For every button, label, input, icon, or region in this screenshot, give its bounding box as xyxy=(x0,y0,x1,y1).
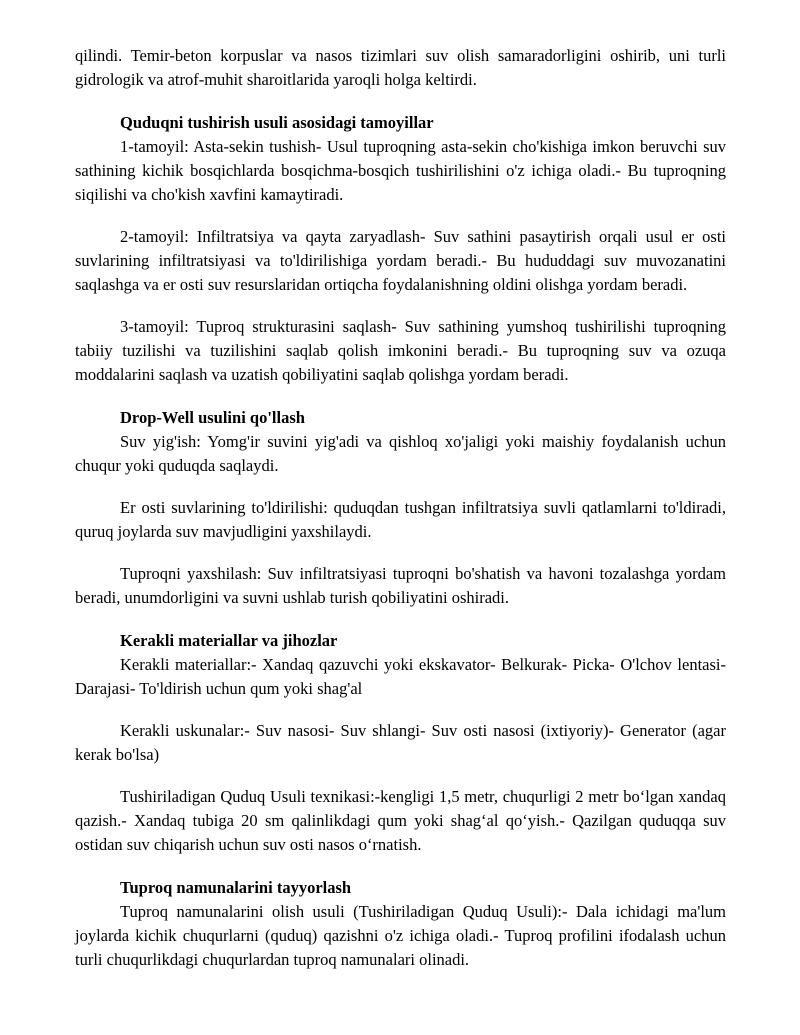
intro-paragraph: qilindi. Temir-beton korpuslar va nasos tizimlari suv olish samaradorligini oshirib, uni turli gidrologik va atrof-muhit sharoitlarida yaroqli holga keltirdi. xyxy=(75,46,726,89)
materials-paragraph: Kerakli materiallar:- Xandaq qazuvchi yoki ekskavator- Belkurak- Picka- O'lchov lentasi- Darajasi- To'ldirish uchun qum yoki shag'al xyxy=(75,655,726,698)
section-heading-application: Drop-Well usulini qo'llash xyxy=(120,408,305,427)
technique-paragraph: Tushiriladigan Quduq Usuli texnikasi:-kengligi 1,5 metr, chuqurligi 2 metr bo‘lgan xandaq qazish.- Xandaq tubiga 20 sm qalinlikdagi qum yoki shag‘al qo‘yish.- Qazilgan quduqqa suv ostidan suv chiqarish uchun suv osti nasos o‘rnatish. xyxy=(75,787,726,854)
soil-sampling-paragraph: Tuproq namunalarini olish usuli (Tushiriladigan Quduq Usuli):- Dala ichidagi ma'lum joylarda kichik chuqurlarni (quduq) qazishni o'z ichiga oladi.- Tuproq profilini ifodalash uchun turli chuqurlikdagi chuqurlardan tuproq namunalari olinadi. xyxy=(75,902,726,969)
principle-3-paragraph: 3-tamoyil: Tuproq strukturasini saqlash- Suv sathining yumshoq tushirilishi tuproqning tabiiy tuzilishi va tuzilishini saqlab qolish imkonini beradi.- Bu tuproqning suv va ozuqa moddalarini saqlash va uzatish qobiliyatini saqlab qolishga yordam beradi. xyxy=(75,317,726,384)
section-heading-materials: Kerakli materiallar va jihozlar xyxy=(120,631,338,650)
section-heading-soil-samples: Tuproq namunalarini tayyorlash xyxy=(120,878,352,897)
section-heading-principles: Quduqni tushirish usuli asosidagi tamoyillar xyxy=(120,113,434,132)
soil-improvement-paragraph: Tuproqni yaxshilash: Suv infiltratsiyasi tuproqni bo'shatish va havoni tozalashga yordam beradi, unumdorligini va suvni ushlab turish qobiliyatini oshiradi. xyxy=(75,564,726,607)
document-page xyxy=(75,44,726,972)
equipment-paragraph: Kerakli uskunalar:- Suv nasosi- Suv shlangi- Suv osti nasosi (ixtiyoriy)- Generator (agar kerak bo'lsa) xyxy=(75,721,726,764)
principle-1-paragraph: 1-tamoyil: Asta-sekin tushish- Usul tuproqning asta-sekin cho'kishiga imkon beruvchi suv sathining kichik bosqichlarda bosqichma-bosqich tushirilishini o'z ichiga oladi.- Bu tuproqning siqilishi va cho'kish xavfini kamaytiradi. xyxy=(75,137,726,204)
groundwater-recharge-paragraph: Er osti suvlarining to'ldirilishi: quduqdan tushgan infiltratsiya suvli qatlamlarni to'ldiradi, quruq joylarda suv mavjudligini yaxshilaydi. xyxy=(75,498,726,541)
water-collection-paragraph: Suv yig'ish: Yomg'ir suvini yig'adi va qishloq xo'jaligi yoki maishiy foydalanish uchun chuqur yoki quduqda saqlaydi. xyxy=(75,432,726,475)
principle-2-paragraph: 2-tamoyil: Infiltratsiya va qayta zaryadlash- Suv sathini pasaytirish orqali usul er osti suvlarining infiltratsiyasi va to'ldirilishiga yordam beradi.- Bu hududdagi suv muvozanatini saqlashga va er osti suv resurslaridan ortiqcha foydalanishning oldini olishga yordam beradi. xyxy=(75,227,726,294)
